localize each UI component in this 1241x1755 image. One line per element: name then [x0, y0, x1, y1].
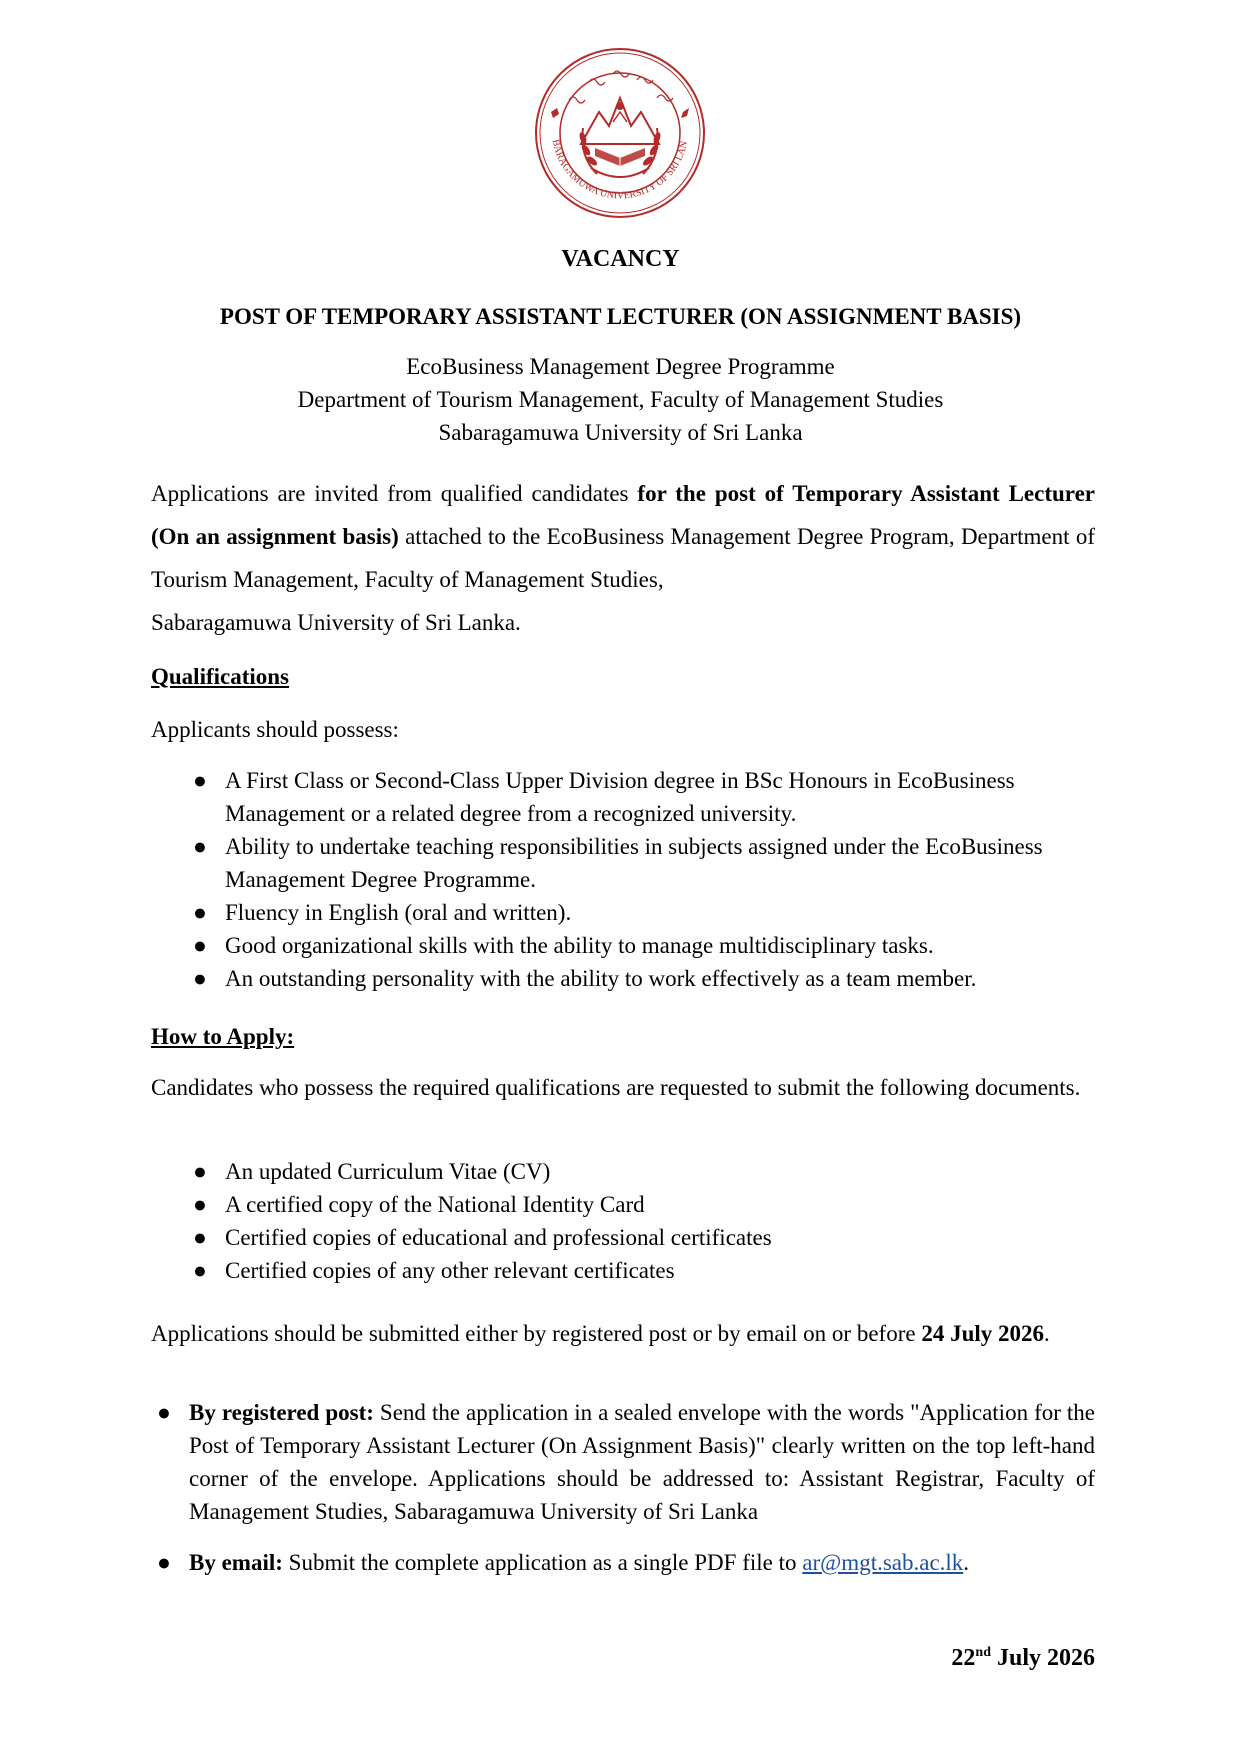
post-method-text: Send the application in a sealed envelope with the words "Application for the Post of Temporary Assistant Lecturer (On Assignment Basis)" clearly written on the top left-hand corner of the envelope. Applications should be addressed to: Assistant Registrar, Faculty of Management Studies, Sabaragamuwa University of Sri Lanka	[189, 1400, 1095, 1524]
list-item	[151, 929, 1095, 962]
bullet-icon: ●	[157, 1550, 171, 1575]
qualifications-lead: Applicants should possess:	[151, 717, 399, 742]
list-item	[151, 896, 1095, 929]
date-rest: July 2026	[990, 1645, 1095, 1671]
bullet-icon: ●	[193, 1159, 207, 1184]
intro-text-continued: attached to the EcoBusiness Management Degree Program, Department of Tourism Management, Faculty of Management Studies,	[151, 524, 1096, 592]
list-item	[151, 1221, 1095, 1254]
deadline-text: Applications should be submitted either by registered post or by email on or before	[151, 1321, 922, 1346]
notice-date	[951, 1645, 1095, 1672]
date-ordinal: nd	[975, 1645, 991, 1660]
submission-method-post	[151, 1396, 1095, 1528]
department-block	[0, 350, 1241, 449]
department-name: Department of Tourism Management, Faculty of Management Studies	[297, 387, 944, 412]
list-item	[151, 830, 1095, 896]
list-item-text: Fluency in English (oral and written).	[225, 900, 572, 925]
list-item	[151, 1155, 1095, 1188]
how-to-apply-heading: How to Apply:	[151, 1024, 295, 1049]
intro-last-line: Sabaragamuwa University of Sri Lanka.	[151, 610, 521, 635]
post-method-label: By registered post:	[189, 1400, 374, 1425]
university-name: Sabaragamuwa University of Sri Lanka	[438, 420, 803, 445]
email-suffix: .	[963, 1550, 970, 1575]
university-seal-logo	[533, 46, 707, 220]
list-item	[151, 764, 1095, 830]
bullet-icon: ●	[157, 1400, 171, 1425]
how-to-apply-lead: Candidates who possess the required qualifications are requested to submit the following documents.	[151, 1075, 1081, 1100]
bullet-icon: ●	[193, 834, 207, 859]
email-method-text: Submit the complete application as a single PDF file to	[282, 1550, 803, 1575]
bullet-icon: ●	[193, 933, 207, 958]
seal-ring-text: BARAGAMUWA UNIVERSITY OF SRI LAN	[549, 138, 691, 202]
intro-text: Applications are invited from qualified candidates	[151, 481, 638, 506]
list-item-text: An outstanding personality with the ability to work effectively as a team member.	[225, 966, 977, 991]
date-day: 22	[951, 1645, 976, 1671]
email-link[interactable]: ar@mgt.sab.ac.lk	[802, 1550, 964, 1575]
email-method-label: By email:	[189, 1550, 283, 1575]
list-item-text: An updated Curriculum Vitae (CV)	[225, 1159, 551, 1184]
list-item-text: Certified copies of educational and professional certificates	[225, 1225, 772, 1250]
deadline-paragraph	[151, 1317, 1095, 1350]
list-item	[151, 1546, 1095, 1579]
qualifications-heading: Qualifications	[151, 664, 290, 689]
list-item-text: Certified copies of any other relevant certificates	[225, 1258, 675, 1283]
intro-paragraph	[151, 472, 1095, 644]
list-item-text: A certified copy of the National Identity Card	[225, 1192, 645, 1217]
submission-method-email	[151, 1546, 1095, 1579]
qualifications-list	[151, 764, 1095, 995]
bullet-icon: ●	[193, 1225, 207, 1250]
list-item	[151, 1396, 1095, 1528]
deadline-suffix: .	[1044, 1321, 1050, 1346]
list-item-text: A First Class or Second-Class Upper Division degree in BSc Honours in EcoBusiness Management or a related degree from a recognized university.	[225, 768, 1015, 826]
vacancy-heading: VACANCY	[561, 246, 680, 272]
list-item-text: Ability to undertake teaching responsibilities in subjects assigned under the EcoBusiness Management Degree Programme.	[225, 834, 1043, 892]
seal-icon	[533, 46, 707, 220]
list-item	[151, 962, 1095, 995]
bullet-icon: ●	[193, 1192, 207, 1217]
intro-bold-text: for the post of Temporary Assistant Lecturer (On an assignment basis)	[151, 481, 1095, 549]
bullet-icon: ●	[193, 768, 207, 793]
programme-name: EcoBusiness Management Degree Programme	[406, 354, 835, 379]
bullet-icon: ●	[193, 1258, 207, 1283]
documents-list	[151, 1155, 1095, 1287]
post-title: POST OF TEMPORARY ASSISTANT LECTURER (ON ASSIGNMENT BASIS)	[219, 304, 1022, 329]
bullet-icon: ●	[193, 966, 207, 991]
deadline-date: 24 July 2026	[921, 1321, 1045, 1346]
list-item	[151, 1188, 1095, 1221]
list-item-text: Good organizational skills with the ability to manage multidisciplinary tasks.	[225, 933, 934, 958]
bullet-icon: ●	[193, 900, 207, 925]
list-item	[151, 1254, 1095, 1287]
svg-text:SABARAGAMUWA UNIVERSITY OF SRI	[533, 46, 690, 201]
